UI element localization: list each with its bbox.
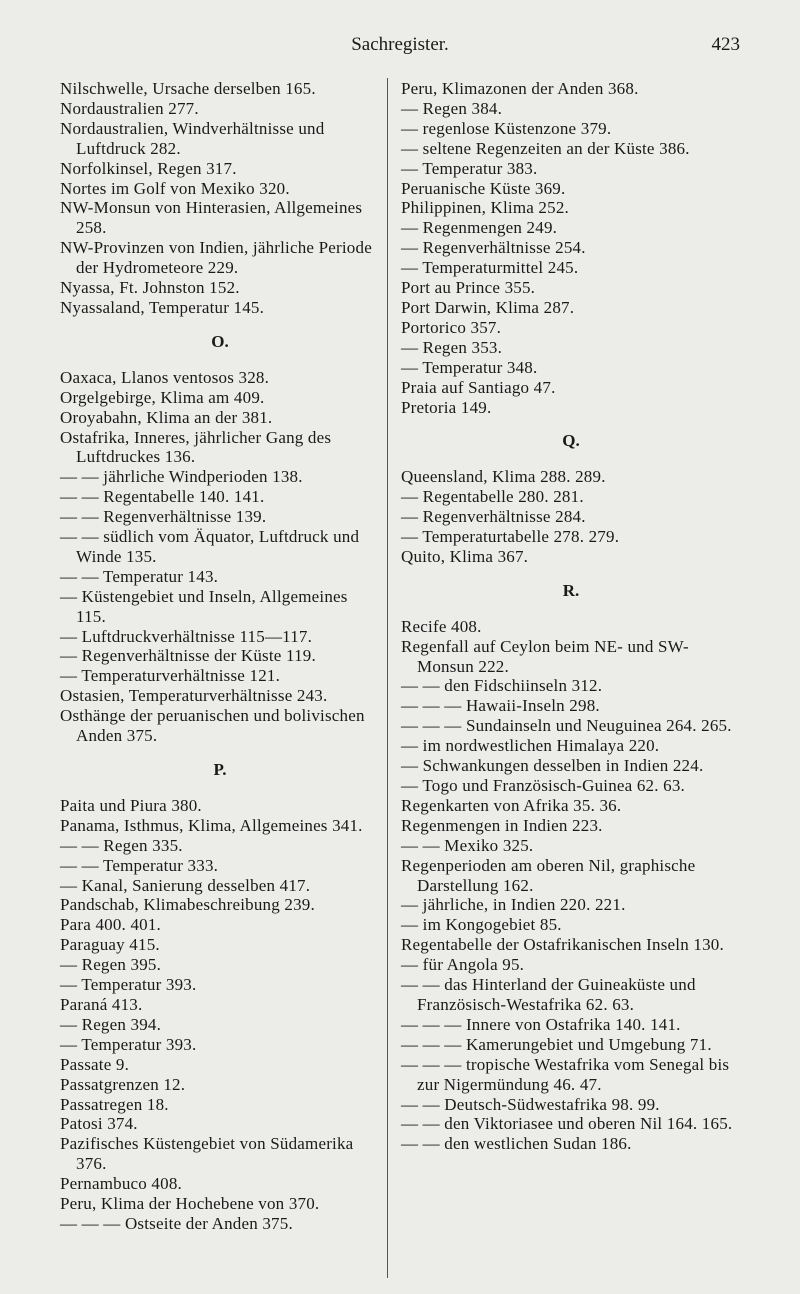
index-entry: — Temperatur 393. [60, 975, 197, 995]
index-entry: Regenperioden am oberen Nil, graphische Darstellung 162. [401, 855, 696, 895]
index-entry: — — Temperatur 143. [60, 566, 219, 586]
index-entry: Ostasien, Temperaturverhältnisse 243. [60, 686, 328, 706]
index-entry: Nyassaland, Temperatur 145. [60, 297, 265, 317]
index-entry: — im Kongogebiet 85. [401, 915, 562, 935]
index-entry: Peru, Klima der Hochebene von 370. [60, 1194, 320, 1214]
index-entry: Paraná 413. [60, 994, 143, 1014]
index-entry: — Regenverhältnisse der Küste 119. [60, 646, 316, 666]
index-entry: Osthänge der peruanischen und bolivischen Anden 375. [60, 706, 365, 746]
index-entry: — — — Kamerungebiet und Umgebung 71. [401, 1034, 712, 1054]
index-entry: Nyassa, Ft. Johnston 152. [60, 278, 240, 298]
index-entry: — — — Hawaii-Inseln 298. [401, 696, 600, 716]
index-entry: Pernambuco 408. [60, 1174, 182, 1194]
index-entry: NW-Provinzen von Indien, jährliche Periode der Hydrometeore 229. [60, 238, 372, 278]
index-entry: Praia auf Santiago 47. [401, 377, 556, 397]
index-entry: Peruanische Küste 369. [401, 178, 566, 198]
index-entry: Queensland, Klima 288. 289. [401, 467, 606, 487]
index-entry: — — Regen 335. [60, 835, 183, 855]
index-entry: Norfolkinsel, Regen 317. [60, 158, 237, 178]
index-entry: — Luftdruckverhältnisse 115—117. [60, 626, 313, 646]
index-entry: — — jährliche Windperioden 138. [60, 467, 303, 487]
index-entry: — Regentabelle 280. 281. [401, 487, 584, 507]
index-entry: Nilschwelle, Ursache derselben 165. [60, 79, 316, 98]
index-entry: Quito, Klima 367. [401, 546, 529, 566]
index-entry: — für Angola 95. [401, 955, 525, 975]
index-entry: Passatgrenzen 12. [60, 1074, 186, 1094]
index-entry: Passatregen 18. [60, 1094, 169, 1114]
index-entry: — Regen 394. [60, 1014, 162, 1034]
index-entry: Regenmengen in Indien 223. [401, 815, 603, 835]
index-entry: — Kanal, Sanierung desselben 417. [60, 875, 311, 895]
left-column [60, 79, 380, 1234]
page-title: Sachregister. [351, 34, 449, 55]
index-entry: Pretoria 149. [401, 397, 492, 417]
index-entry: — — das Hinterland der Guineaküste und Französisch-Westafrika 62. 63. [401, 975, 696, 1014]
index-entry: Regenfall auf Ceylon beim NE- und SW-Monsun 222. [401, 636, 689, 676]
index-entry: — Regenverhältnisse 284. [401, 507, 586, 527]
section-letter: O. [211, 331, 229, 351]
index-entry: Regenkarten von Afrika 35. 36. [401, 795, 622, 815]
index-entry: — regenlose Küstenzone 379. [401, 118, 612, 138]
index-entry: — Temperaturmittel 245. [401, 258, 579, 278]
index-entry: Nordaustralien, Windverhältnisse und Luftdruck 282. [60, 118, 325, 158]
index-entry: Para 400. 401. [60, 915, 162, 935]
column-divider [387, 78, 388, 1278]
index-entry: — — Regenverhältnisse 139. [60, 507, 267, 527]
index-entry: Nortes im Golf von Mexiko 320. [60, 178, 290, 198]
index-entry: — Temperatur 383. [401, 158, 538, 178]
index-entry: — — — tropische Westafrika vom Senegal bis zur Nigermündung 46. 47. [401, 1054, 730, 1094]
index-entry: Patosi 374. [60, 1114, 138, 1134]
index-entry: — Regen 395. [60, 955, 162, 975]
index-entry: Peru, Klimazonen der Anden 368. [401, 79, 639, 98]
index-entry: NW-Monsun von Hinterasien, Allgemeines 258. [60, 198, 363, 238]
index-entry: — Togo und Französisch-Guinea 62. 63. [401, 776, 685, 795]
index-entry: — im nordwestlichen Himalaya 220. [401, 736, 660, 756]
index-entry: — — — Ostseite der Anden 375. [60, 1213, 293, 1233]
index-entry: Regentabelle der Ostafrikanischen Inseln 130. [401, 935, 724, 955]
index-entry: — Regenverhältnisse 254. [401, 238, 586, 258]
index-entry: Panama, Isthmus, Klima, Allgemeines 341. [60, 815, 363, 835]
index-entry: — — Regentabelle 140. 141. [60, 487, 265, 507]
index-entry: — — den westlichen Sudan 186. [401, 1134, 632, 1154]
index-entry: — jährliche, in Indien 220. 221. [401, 895, 626, 915]
index-entry: Pandschab, Klimabeschreibung 239. [60, 895, 315, 915]
page-number: 423 [711, 34, 740, 55]
index-entry: — — — Sundainseln und Neuguinea 264. 265. [401, 716, 732, 736]
index-entry: Recife 408. [401, 616, 482, 636]
index-entry: — — südlich vom Äquator, Luftdruck und Winde 135. [60, 527, 360, 566]
index-entry: — Schwankungen desselben in Indien 224. [401, 756, 704, 776]
right-column [401, 79, 741, 1154]
index-entry: Oaxaca, Llanos ventosos 328. [60, 367, 270, 387]
page-header [60, 34, 740, 58]
index-entry: — seltene Regenzeiten an der Küste 386. [401, 138, 690, 158]
index-entry: — Temperaturtabelle 278. 279. [401, 527, 620, 547]
index-entry: Nordaustralien 277. [60, 98, 199, 118]
index-entry: — — Deutsch-Südwestafrika 98. 99. [401, 1094, 660, 1114]
index-entry: — Küstengebiet und Inseln, Allgemeines 115. [60, 586, 348, 626]
index-entry: Passate 9. [60, 1054, 130, 1074]
index-entry: Port au Prince 355. [401, 278, 536, 298]
index-entry: Pazifisches Küstengebiet von Südamerika 376. [60, 1134, 354, 1174]
index-entry: Port Darwin, Klima 287. [401, 297, 575, 317]
index-entry: Ostafrika, Inneres, jährlicher Gang des Luftdruckes 136. [60, 427, 332, 467]
index-entry: — — — Innere von Ostafrika 140. 141. [401, 1014, 681, 1034]
index-entry: — — Temperatur 333. [60, 855, 219, 875]
index-entry: — Regen 353. [401, 337, 503, 357]
index-entry: Orgelgebirge, Klima am 409. [60, 387, 265, 407]
index-entry: Philippinen, Klima 252. [401, 198, 569, 218]
index-entry: Paita und Piura 380. [60, 795, 202, 815]
index-entry: — — den Viktoriasee und oberen Nil 164. 165. [401, 1114, 733, 1134]
section-letter: P. [213, 760, 227, 779]
index-entry: — — Mexiko 325. [401, 835, 534, 855]
index-entry: — Regen 384. [401, 98, 503, 118]
index-entry: — Regenmengen 249. [401, 218, 558, 238]
index-entry: Paraguay 415. [60, 935, 160, 955]
index-entry: — — den Fidschiinseln 312. [401, 676, 603, 696]
index-entry: — Temperatur 348. [401, 357, 538, 377]
index-entry: — Temperatur 393. [60, 1034, 197, 1054]
section-letter: R. [562, 580, 580, 600]
index-entry: — Temperaturverhältnisse 121. [60, 666, 281, 686]
index-entry: Oroyabahn, Klima an der 381. [60, 407, 273, 427]
section-letter: Q. [562, 431, 580, 451]
index-entry: Portorico 357. [401, 317, 502, 337]
